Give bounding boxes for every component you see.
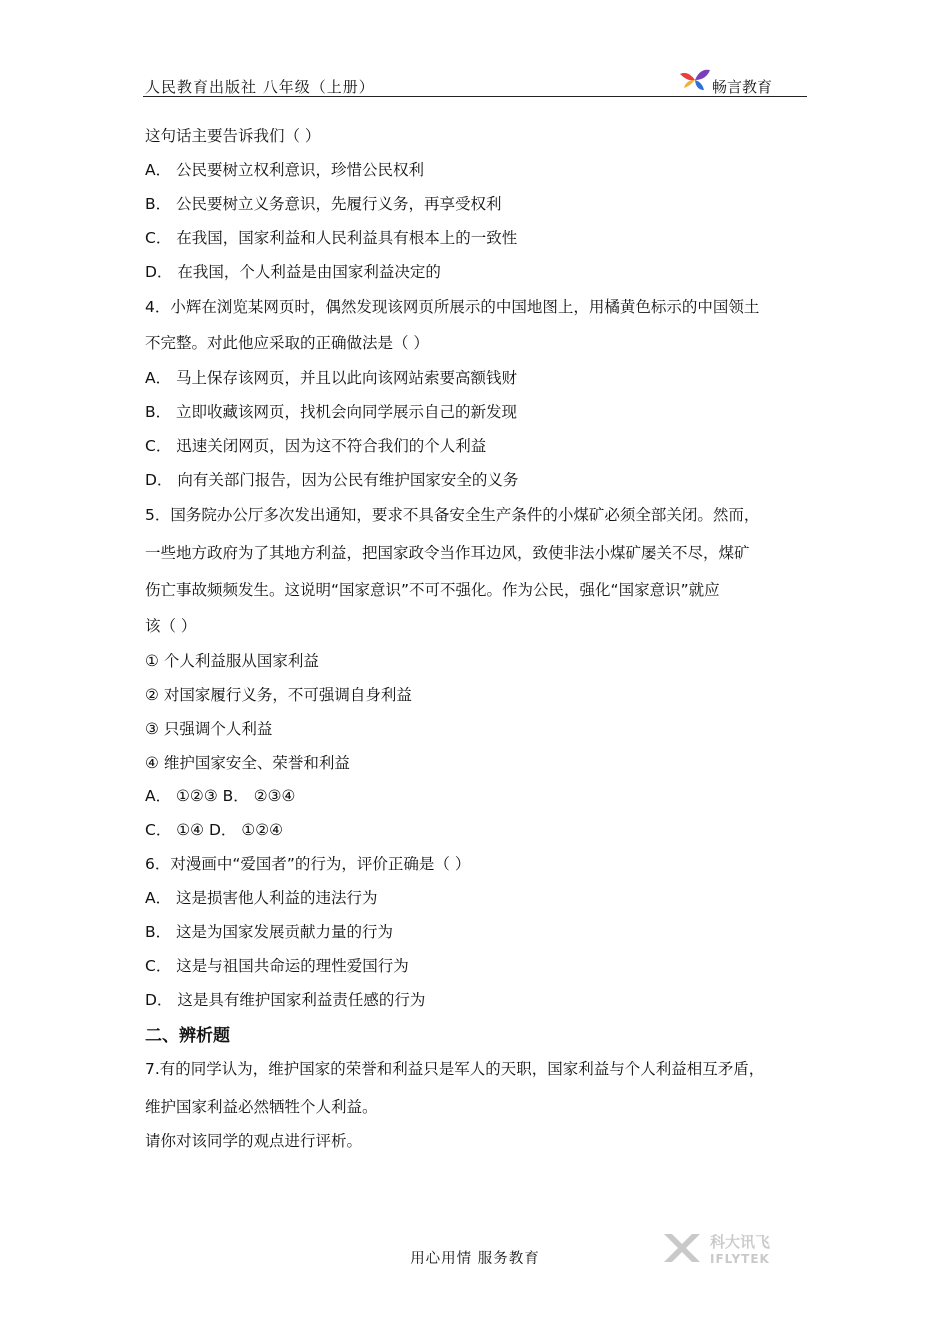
option-line: D． 这是具有维护国家利益责任感的行为 [145,991,426,1009]
statement-line: ③ 只强调个人利益 [145,720,273,738]
iflytek-logo-icon [662,1228,792,1268]
option-line: B． 这是为国家发展贡献力量的行为 [145,923,394,941]
header-divider [143,96,807,97]
option-line: D． 向有关部门报告，因为公民有维护国家安全的义务 [145,471,519,489]
question-6: 6．对漫画中“爱国者”的行为，评价正确是（ ） [145,855,471,873]
statement-line: ② 对国家履行义务，不可强调自身利益 [145,686,412,704]
footer-slogan: 用心用情 服务教育 [410,1251,540,1267]
option-line: C． 迅速关闭网页，因为这不符合我们的个人利益 [145,437,487,455]
question-7-cont: 维护国家利益必然牺牲个人利益。 [145,1098,378,1116]
changyan-logo-icon [678,66,712,94]
option-line: A． 这是损害他人利益的违法行为 [145,889,378,907]
option-line: C． ①④ D． ①②④ [145,821,284,839]
logo-cn-text: 科大讯飞 [710,1233,771,1251]
option-line: A． 公民要树立权利意识，珍惜公民权利 [145,161,425,179]
question-7: 7.有的同学认为，维护国家的荣誉和利益只是军人的天职，国家利益与个人利益相互矛盾， [145,1060,765,1078]
section-title: 二、辨析题 [145,1026,230,1046]
option-line: C． 这是与祖国共命运的理性爱国行为 [145,957,409,975]
question-4: 4．小辉在浏览某网页时，偶然发现该网页所展示的中国地图上，用橘黄色标示的中国领土 [145,298,760,316]
question-7-prompt: 请你对该同学的观点进行评析。 [145,1132,363,1150]
option-line: B． 立即收藏该网页，找机会向同学展示自己的新发现 [145,403,518,421]
question-4-cont: 不完整。对此他应采取的正确做法是（ ） [145,334,429,352]
statement-line: ① 个人利益服从国家利益 [145,652,319,670]
text-line: 这句话主要告诉我们（ ） [145,127,321,145]
option-line: C． 在我国，国家利益和人民利益具有根本上的一致性 [145,229,518,247]
option-line: A． 马上保存该网页，并且以此向该网站索要高额钱财 [145,369,518,387]
option-line: A． ①②③ B． ②③④ [145,787,296,805]
header-brand: 畅言教育 [712,78,773,96]
option-line: B． 公民要树立义务意识，先履行义务，再享受权利 [145,195,502,213]
option-line: D． 在我国，个人利益是由国家利益决定的 [145,263,441,281]
question-5-cont: 一些地方政府为了其地方利益，把国家政令当作耳边风，致使非法小煤矿屡关不尽，煤矿 [145,544,750,562]
question-5: 5．国务院办公厅多次发出通知，要求不具备安全生产条件的小煤矿必须全部关闭。然而， [145,506,760,524]
logo-en-text: IFLYTEK [710,1252,770,1266]
header-publisher: 人民教育出版社 八年级（上册） [145,78,375,96]
question-5-cont: 伤亡事故频频发生。这说明“国家意识”不可不强化。作为公民，强化“国家意识”就应 [145,581,720,599]
question-5-cont: 该（ ） [145,617,197,635]
statement-line: ④ 维护国家安全、荣誉和利益 [145,754,350,772]
